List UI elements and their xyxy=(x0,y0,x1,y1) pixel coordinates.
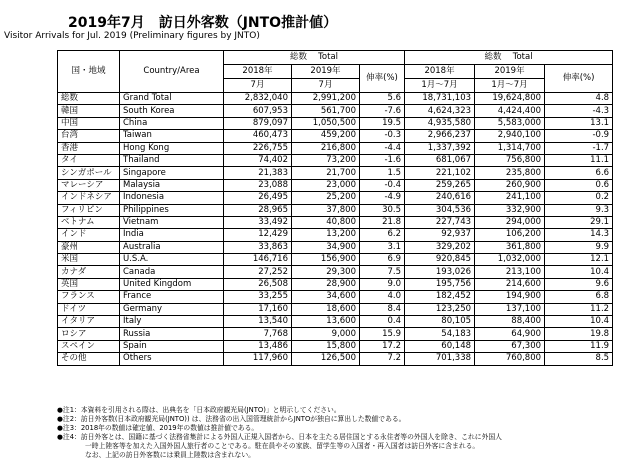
cell-2018-month: 33,492 xyxy=(224,216,292,228)
table-body xyxy=(58,93,613,366)
cell-country-en: South Korea xyxy=(120,105,224,117)
cell-growth-ytd: 10.4 xyxy=(545,266,613,278)
cell-country-en: Thailand xyxy=(120,154,224,166)
cell-2019-month: 37,800 xyxy=(292,204,360,216)
cell-growth-ytd: 29.1 xyxy=(545,216,613,228)
table-row xyxy=(58,278,613,290)
header-2019-ytd: 2019年 xyxy=(475,65,545,79)
cell-2018-month: 460,473 xyxy=(224,130,292,142)
cell-2019-month: 216,800 xyxy=(292,142,360,154)
cell-growth-month: 6.9 xyxy=(360,254,405,266)
cell-growth-month: 4.0 xyxy=(360,291,405,303)
cell-2019-ytd: 4,424,400 xyxy=(475,105,545,117)
footnote: なお、上記の訪日外客数には乗員上陸数は含まれない。 xyxy=(85,451,255,459)
cell-growth-month: 7.5 xyxy=(360,266,405,278)
cell-2018-ytd: 182,452 xyxy=(405,291,475,303)
header-country-area: Country/Area xyxy=(120,51,224,93)
table-row xyxy=(58,93,613,105)
cell-2019-ytd: 137,100 xyxy=(475,303,545,315)
cell-country-en: France xyxy=(120,291,224,303)
cell-2019-month: 25,200 xyxy=(292,192,360,204)
cell-region-ja: 米国 xyxy=(58,254,120,266)
cell-growth-month: 15.9 xyxy=(360,328,405,340)
cell-2019-month: 23,000 xyxy=(292,179,360,191)
cell-2018-month: 13,486 xyxy=(224,340,292,352)
cell-2019-month: 459,200 xyxy=(292,130,360,142)
cell-country-en: Germany xyxy=(120,303,224,315)
cell-growth-ytd: -0.9 xyxy=(545,130,613,142)
cell-2018-month: 74,402 xyxy=(224,154,292,166)
cell-2019-month: 13,600 xyxy=(292,316,360,328)
cell-2018-month: 12,429 xyxy=(224,229,292,241)
cell-2019-month: 18,600 xyxy=(292,303,360,315)
header-row-group xyxy=(58,51,613,65)
cell-region-ja: 中国 xyxy=(58,117,120,129)
page-subtitle: Visitor Arrivals for Jul. 2019 (Preliminary figures by JNTO) xyxy=(4,31,260,41)
cell-2019-month: 13,200 xyxy=(292,229,360,241)
cell-country-en: U.S.A. xyxy=(120,254,224,266)
cell-2019-ytd: 1,032,000 xyxy=(475,254,545,266)
cell-2018-month: 2,832,040 xyxy=(224,93,292,105)
cell-growth-month: -7.6 xyxy=(360,105,405,117)
cell-region-ja: ロシア xyxy=(58,328,120,340)
cell-country-en: Malaysia xyxy=(120,179,224,191)
cell-growth-ytd: -4.3 xyxy=(545,105,613,117)
table-row xyxy=(58,303,613,315)
cell-region-ja: 豪州 xyxy=(58,241,120,253)
cell-2019-ytd: 213,100 xyxy=(475,266,545,278)
cell-2018-month: 607,953 xyxy=(224,105,292,117)
cell-2018-month: 28,965 xyxy=(224,204,292,216)
table-row xyxy=(58,117,613,129)
cell-country-en: India xyxy=(120,229,224,241)
table-row xyxy=(58,142,613,154)
cell-2019-ytd: 5,583,000 xyxy=(475,117,545,129)
cell-region-ja: インドネシア xyxy=(58,192,120,204)
cell-region-ja: カナダ xyxy=(58,266,120,278)
cell-growth-ytd: 0.2 xyxy=(545,192,613,204)
cell-country-en: Italy xyxy=(120,316,224,328)
cell-2019-month: 9,000 xyxy=(292,328,360,340)
cell-2018-ytd: 240,616 xyxy=(405,192,475,204)
cell-region-ja: インド xyxy=(58,229,120,241)
header-2018-month-period: 7月 xyxy=(224,79,292,93)
cell-country-en: United Kingdom xyxy=(120,278,224,290)
cell-region-ja: 台湾 xyxy=(58,130,120,142)
cell-growth-month: -4.9 xyxy=(360,192,405,204)
cell-2018-ytd: 54,183 xyxy=(405,328,475,340)
cell-2018-ytd: 92,937 xyxy=(405,229,475,241)
cell-2018-month: 26,495 xyxy=(224,192,292,204)
cell-growth-ytd: 11.9 xyxy=(545,340,613,352)
table-row xyxy=(58,254,613,266)
cell-2018-month: 33,255 xyxy=(224,291,292,303)
header-total-ytd: 総数 Total xyxy=(405,51,613,65)
cell-growth-ytd: 11.2 xyxy=(545,303,613,315)
cell-growth-month: 0.4 xyxy=(360,316,405,328)
cell-2019-ytd: 1,314,700 xyxy=(475,142,545,154)
footnotes xyxy=(57,406,617,460)
header-region: 国・地域 xyxy=(58,51,120,93)
cell-2018-month: 21,383 xyxy=(224,167,292,179)
cell-growth-ytd: 6.8 xyxy=(545,291,613,303)
cell-region-ja: マレーシア xyxy=(58,179,120,191)
cell-2019-ytd: 260,900 xyxy=(475,179,545,191)
header-2019-month: 2019年 xyxy=(292,65,360,79)
cell-2019-ytd: 88,400 xyxy=(475,316,545,328)
cell-region-ja: イタリア xyxy=(58,316,120,328)
cell-2019-month: 73,200 xyxy=(292,154,360,166)
cell-growth-ytd: 0.6 xyxy=(545,179,613,191)
cell-2018-ytd: 4,935,580 xyxy=(405,117,475,129)
header-2018-ytd: 2018年 xyxy=(405,65,475,79)
cell-country-en: China xyxy=(120,117,224,129)
cell-growth-month: 6.2 xyxy=(360,229,405,241)
cell-region-ja: シンガポール xyxy=(58,167,120,179)
cell-2019-month: 561,700 xyxy=(292,105,360,117)
cell-2019-ytd: 332,900 xyxy=(475,204,545,216)
cell-2018-ytd: 259,265 xyxy=(405,179,475,191)
cell-2018-ytd: 681,067 xyxy=(405,154,475,166)
cell-growth-month: 8.4 xyxy=(360,303,405,315)
cell-country-en: Canada xyxy=(120,266,224,278)
cell-2019-ytd: 19,624,800 xyxy=(475,93,545,105)
cell-2018-ytd: 701,338 xyxy=(405,353,475,365)
cell-growth-ytd: 6.6 xyxy=(545,167,613,179)
cell-2018-month: 33,863 xyxy=(224,241,292,253)
table-row xyxy=(58,353,613,365)
cell-growth-ytd: 4.8 xyxy=(545,93,613,105)
cell-country-en: Taiwan xyxy=(120,130,224,142)
table-row xyxy=(58,291,613,303)
cell-2018-ytd: 221,102 xyxy=(405,167,475,179)
cell-growth-ytd: 9.9 xyxy=(545,241,613,253)
cell-region-ja: フランス xyxy=(58,291,120,303)
cell-2018-ytd: 2,966,237 xyxy=(405,130,475,142)
cell-2018-month: 26,508 xyxy=(224,278,292,290)
cell-country-en: Australia xyxy=(120,241,224,253)
cell-growth-ytd: 10.4 xyxy=(545,316,613,328)
table-row xyxy=(58,130,613,142)
header-growth-month: 伸率(%) xyxy=(360,65,405,93)
cell-2019-ytd: 756,800 xyxy=(475,154,545,166)
header-2019-month-period: 7月 xyxy=(292,79,360,93)
cell-growth-ytd: 11.1 xyxy=(545,154,613,166)
cell-growth-month: 5.6 xyxy=(360,93,405,105)
cell-2018-ytd: 4,624,323 xyxy=(405,105,475,117)
cell-growth-month: 7.2 xyxy=(360,353,405,365)
cell-2018-ytd: 80,105 xyxy=(405,316,475,328)
cell-2019-month: 29,300 xyxy=(292,266,360,278)
cell-2018-ytd: 193,026 xyxy=(405,266,475,278)
cell-growth-month: 1.5 xyxy=(360,167,405,179)
cell-2019-ytd: 64,900 xyxy=(475,328,545,340)
cell-country-en: Grand Total xyxy=(120,93,224,105)
cell-2018-ytd: 304,536 xyxy=(405,204,475,216)
cell-2018-month: 117,960 xyxy=(224,353,292,365)
cell-2018-month: 27,252 xyxy=(224,266,292,278)
cell-2018-month: 146,716 xyxy=(224,254,292,266)
header-total-month: 総数 Total xyxy=(224,51,405,65)
cell-growth-month: 17.2 xyxy=(360,340,405,352)
cell-growth-month: -0.4 xyxy=(360,179,405,191)
footnote: 一時上陸客等を加えた入国外国人旅行者のことである。駐在員やその家族、留学生等の入国者・再入国者は訪日外客に含まれる。 xyxy=(85,442,480,450)
cell-2018-month: 879,097 xyxy=(224,117,292,129)
cell-region-ja: 英国 xyxy=(58,278,120,290)
cell-2018-ytd: 60,148 xyxy=(405,340,475,352)
cell-growth-month: -4.4 xyxy=(360,142,405,154)
cell-region-ja: タイ xyxy=(58,154,120,166)
cell-2019-ytd: 106,200 xyxy=(475,229,545,241)
footnote: ●注3：2018年の数値は確定値、2019年の数値は推計値である。 xyxy=(57,424,259,432)
cell-2019-month: 28,900 xyxy=(292,278,360,290)
cell-region-ja: ベトナム xyxy=(58,216,120,228)
cell-growth-ytd: 9.3 xyxy=(545,204,613,216)
table-row xyxy=(58,229,613,241)
cell-2018-month: 23,088 xyxy=(224,179,292,191)
cell-growth-ytd: 9.6 xyxy=(545,278,613,290)
visitor-arrivals-table xyxy=(57,50,613,366)
cell-growth-ytd: -1.7 xyxy=(545,142,613,154)
cell-growth-ytd: 13.1 xyxy=(545,117,613,129)
table-row xyxy=(58,154,613,166)
cell-country-en: Vietnam xyxy=(120,216,224,228)
cell-2019-month: 156,900 xyxy=(292,254,360,266)
header-2018-ytd-period: 1月～7月 xyxy=(405,79,475,93)
table-row xyxy=(58,328,613,340)
cell-region-ja: ドイツ xyxy=(58,303,120,315)
cell-growth-month: 19.5 xyxy=(360,117,405,129)
cell-growth-month: 30.5 xyxy=(360,204,405,216)
cell-2019-ytd: 294,000 xyxy=(475,216,545,228)
table-row xyxy=(58,340,613,352)
cell-region-ja: 香港 xyxy=(58,142,120,154)
cell-region-ja: 韓国 xyxy=(58,105,120,117)
cell-2019-ytd: 67,300 xyxy=(475,340,545,352)
cell-2019-month: 2,991,200 xyxy=(292,93,360,105)
cell-2019-month: 126,500 xyxy=(292,353,360,365)
cell-growth-ytd: 19.8 xyxy=(545,328,613,340)
cell-growth-month: 3.1 xyxy=(360,241,405,253)
cell-2019-ytd: 194,900 xyxy=(475,291,545,303)
cell-2019-month: 34,900 xyxy=(292,241,360,253)
cell-2019-month: 1,050,500 xyxy=(292,117,360,129)
cell-2018-month: 17,160 xyxy=(224,303,292,315)
cell-country-en: Others xyxy=(120,353,224,365)
cell-growth-ytd: 8.5 xyxy=(545,353,613,365)
cell-country-en: Philippines xyxy=(120,204,224,216)
footnote: ●注4：訪日外客とは、国籍に基づく法務省集計による外国人正規入国者から、日本を主たる居住国とする永住者等の外国人を除き、これに外国人 xyxy=(57,433,502,441)
cell-2018-month: 13,540 xyxy=(224,316,292,328)
cell-2018-month: 7,768 xyxy=(224,328,292,340)
cell-2019-month: 34,600 xyxy=(292,291,360,303)
cell-country-en: Hong Kong xyxy=(120,142,224,154)
cell-2019-ytd: 241,100 xyxy=(475,192,545,204)
table-row xyxy=(58,105,613,117)
cell-2018-ytd: 920,845 xyxy=(405,254,475,266)
footnote: ●注2：訪日外客数(日本政府観光局(JNTO)) は、法務省の出入国管理統計からJNTOが独自に算出した数値である。 xyxy=(57,415,406,423)
cell-2018-ytd: 123,250 xyxy=(405,303,475,315)
table-row xyxy=(58,204,613,216)
cell-2019-month: 40,800 xyxy=(292,216,360,228)
cell-2019-ytd: 2,940,100 xyxy=(475,130,545,142)
cell-growth-ytd: 14.3 xyxy=(545,229,613,241)
cell-2018-ytd: 195,756 xyxy=(405,278,475,290)
table-row xyxy=(58,266,613,278)
cell-2019-ytd: 235,800 xyxy=(475,167,545,179)
cell-region-ja: フィリピン xyxy=(58,204,120,216)
cell-growth-ytd: 12.1 xyxy=(545,254,613,266)
table-row xyxy=(58,316,613,328)
header-2018-month: 2018年 xyxy=(224,65,292,79)
cell-region-ja: その他 xyxy=(58,353,120,365)
cell-2019-ytd: 361,800 xyxy=(475,241,545,253)
cell-2019-month: 21,700 xyxy=(292,167,360,179)
cell-2018-ytd: 329,202 xyxy=(405,241,475,253)
cell-2019-ytd: 214,600 xyxy=(475,278,545,290)
cell-country-en: Russia xyxy=(120,328,224,340)
cell-country-en: Indonesia xyxy=(120,192,224,204)
cell-2018-ytd: 18,731,103 xyxy=(405,93,475,105)
cell-region-ja: スペイン xyxy=(58,340,120,352)
cell-country-en: Spain xyxy=(120,340,224,352)
cell-region-ja: 総数 xyxy=(58,93,120,105)
cell-2018-ytd: 1,337,392 xyxy=(405,142,475,154)
table-row xyxy=(58,167,613,179)
cell-growth-month: -0.3 xyxy=(360,130,405,142)
cell-2019-ytd: 760,800 xyxy=(475,353,545,365)
cell-2018-month: 226,755 xyxy=(224,142,292,154)
page-title: 2019年7月 訪日外客数（JNTO推計値） xyxy=(68,15,338,31)
cell-growth-month: -1.6 xyxy=(360,154,405,166)
table-row xyxy=(58,216,613,228)
footnote: ●注1：本資料を引用される際は、出典名を「日本政府観光局(JNTO)」と明示してください。 xyxy=(57,406,341,414)
header-growth-ytd: 伸率(%) xyxy=(545,65,613,93)
cell-2018-ytd: 227,743 xyxy=(405,216,475,228)
cell-growth-month: 9.0 xyxy=(360,278,405,290)
cell-country-en: Singapore xyxy=(120,167,224,179)
header-2019-ytd-period: 1月～7月 xyxy=(475,79,545,93)
table-row xyxy=(58,241,613,253)
cell-2019-month: 15,800 xyxy=(292,340,360,352)
cell-growth-month: 21.8 xyxy=(360,216,405,228)
table-row xyxy=(58,192,613,204)
table-row xyxy=(58,179,613,191)
